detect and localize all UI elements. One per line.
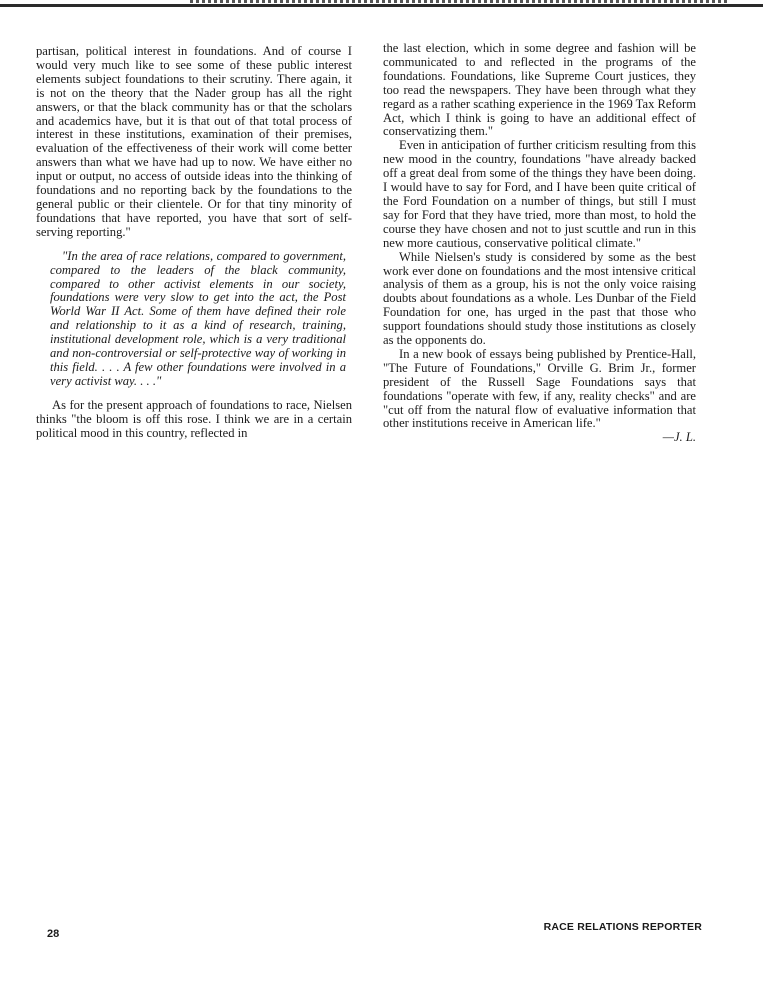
right-paragraph-4: In a new book of essays being published by Prentice-Hall, "The Future of Foundations," Orville G. Brim Jr., former president of the Russell Sage Foundations says that foundations "operate with few, if any, reality checks" and are "cut off from the natural flow of evaluative information that other institutions receive in American life.": [383, 346, 696, 431]
left-paragraph-2: As for the present approach of foundations to race, Nielsen thinks "the bloom is off this rose. I think we are in a certain political mood in this country, reflected in: [36, 397, 352, 440]
right-column: [383, 42, 696, 445]
right-paragraph-3: While Nielsen's study is considered by some as the best work ever done on foundations and the most intensive critical analysis of them as a group, his is not the only voice raising doubts about foundations as a whole. Les Dunbar of the Field Foundation for one, has urged in the past that those who support foundations should study those institutions as closely as the opponents do.: [383, 249, 696, 348]
header-rule: [0, 4, 763, 7]
block-quote: "In the area of race relations, compared to government, compared to the leaders of the black community, compared to other activist elements in our society, foundations were very slow to get into the act, the Post World War II Act. Some of them have defined their role and relationship to it as a kind of research, training, institutional development role, which is a very traditional and non-controversial or self-protective way of working in this field. . . . A few other foundations were involved in a very activist way. . . .": [50, 248, 346, 388]
left-paragraph-1: partisan, political interest in foundations. And of course I would very much like to see some of these public interest elements subject foundations to their scrutiny. There again, it is not on the theory that the Nader group has all the right answers, or that the black community has or that the scholars and academics have, but it is that out of that total process of interest in these institutions, examination of their premises, evaluation of the effectiveness of their work will come better answers than what we have had up to now. We have either no input or output, no access of outside ideas into the thinking of foundations and no reporting back by the foundations to the general public or their clientele. Or for that tiny minority of foundations that have reported, you have that sort of self-serving reporting.": [36, 44, 352, 239]
publication-title: RACE RELATIONS REPORTER: [543, 921, 702, 933]
header-dotted-rule: [190, 0, 730, 3]
page-number: 28: [47, 928, 60, 940]
author-signature: —J. L.: [662, 430, 696, 445]
right-paragraph-2: Even in anticipation of further criticism resulting from this new mood in the country, foundations "have already backed off a great deal from some of the things they have been doing. I would have to say for Ford, and I have been quite critical of the Ford Foundation on a number of things, but still I must say for Ford that they have tried, more than most, to hold the course they have chosen and not to just scuttle and run in this new more cautious, conservative political climate.": [383, 138, 696, 250]
left-column: [36, 45, 352, 440]
right-paragraph-1: the last election, which in some degree and fashion will be communicated to and reflected in the programs of the foundations. Foundations, like Supreme Court justices, they too read the newspapers. They have been through what they regard as a rather scathing experience in the 1969 Tax Reform Act, which I think is going to have an additional effect of conservatizing them.": [383, 41, 696, 139]
